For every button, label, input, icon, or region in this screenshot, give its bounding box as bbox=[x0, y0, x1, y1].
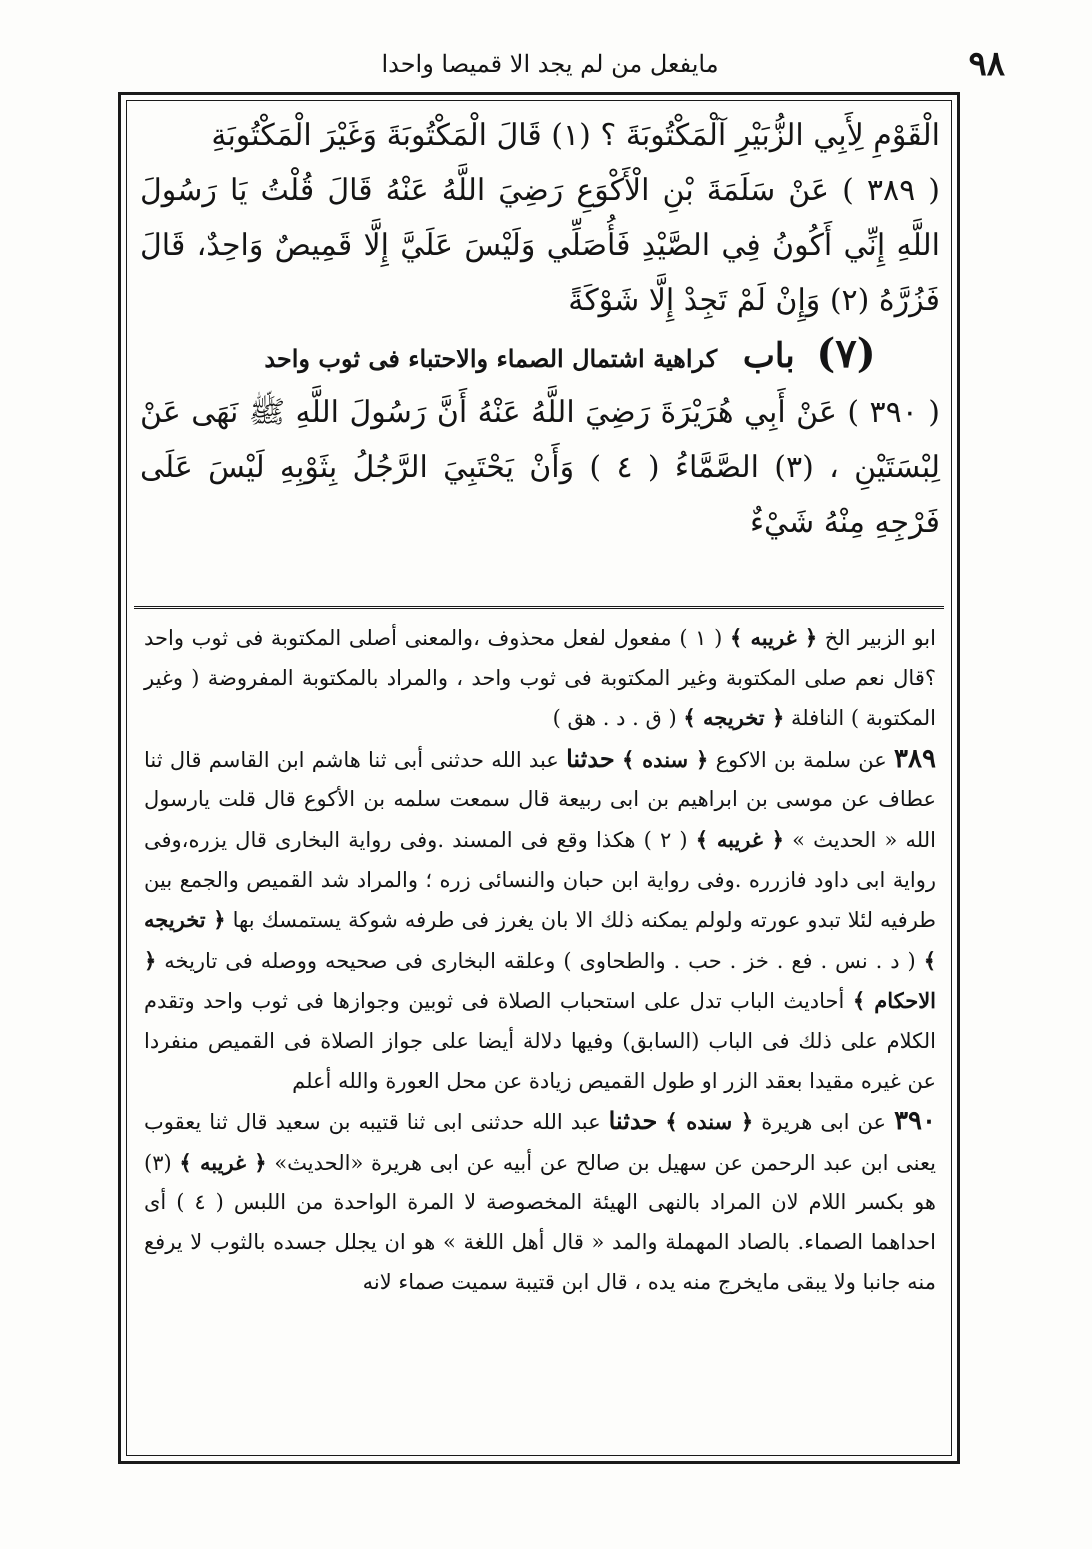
hadith-number-389: ٣٨٩ bbox=[894, 743, 936, 774]
gharib-mark: ﴿ غريبه ﴾ bbox=[695, 826, 784, 852]
chapter-number: (٧) bbox=[816, 330, 876, 377]
commentary-text: (٣) هو بكسر اللام لان المراد بالنهى الهيئة المخصوصة لا المرة الواحدة من اللبس ( ٤ ) أى احداهما الصماء. بالصاد المهملة والمد « قال أهل اللغة » هو ان يجلل جسده بالثوب لا يرفع منه جانبا ولا يبقى مايخرج منه يده ، قال ابن قتيبة سميت صماء لانه bbox=[144, 1150, 936, 1294]
commentary-text: عبد الله حدثنى أبى ثنا هاشم ابن القاسم قال ثنا عطاف عن موسى بن ابراهيم بن ابى ربيعة قال سمعت سلمه بن الأكوع قال قلت يارسول الله « الحديث » bbox=[144, 747, 936, 852]
matn-section bbox=[140, 108, 940, 608]
page-header bbox=[150, 42, 1005, 92]
chapter-title: كراهية اشتمال الصماء والاحتباء فى ثوب واحد bbox=[264, 344, 718, 373]
hadith-number-390: ٣٩٠ bbox=[894, 1106, 936, 1137]
commentary-paragraph-3 bbox=[144, 1101, 936, 1302]
matn-continuation: الْقَوْمِ لِأَبِي الزُّبَيْرِ آلْمَكْتُوبَةَ ؟ (١) قَالَ الْمَكْتُوبَةَ وَغَيْرَ الْمَكْتُوبَةِ bbox=[211, 118, 940, 153]
haddathana-word: حدثنا bbox=[608, 1106, 658, 1136]
haddathana-word: حدثنا bbox=[566, 743, 615, 773]
sanad-mark: ﴿ سنده ﴾ bbox=[665, 1109, 754, 1135]
commentary-lead: ابو الزبير الخ bbox=[824, 626, 936, 650]
takhrij-ref: ( د . نس . فع . خز . حب . والطحاوى ) وعلقه البخارى فى صحيحه ووصله فى تاريخه bbox=[164, 948, 916, 973]
chapter-word: باب bbox=[742, 336, 795, 376]
commentary-text: عن سلمة بن الاكوع bbox=[715, 747, 887, 772]
commentary-paragraph-1 bbox=[144, 618, 936, 739]
hadith-389: ( ٣٨٩ ) عَنْ سَلَمَةَ بْنِ الْأَكْوَعِ رَضِيَ اللَّهُ عَنْهُ قَالَ قُلْتُ يَا رَسُولَ اللَّهِ إِنِّي أَكُونُ فِي الصَّيْدِ فَأُصَلِّي وَلَيْسَ عَلَيَّ إِلَّا قَمِيصٌ وَاحِدٌ، قَالَ فَزُرَّهُ (٢) وَإِنْ لَمْ تَجِدْ إِلَّا شَوْكَةً bbox=[140, 173, 940, 318]
gharib-mark: ﴿ غريبه ﴾ bbox=[729, 625, 818, 650]
commentary-text: ( ٢ ) هكذا وقع فى المسند .وفى رواية البخارى قال يزره،وفى رواية ابى داود فازرره .وفى رواية ابن حبان والنسائى زره ؛ والمراد شد القميص والجمع بين طرفيه لئلا تبدو عورته ولولم يمكنه ذلك الا بان يغرز فى طرفه شوكة يستمسك بها bbox=[144, 827, 936, 933]
commentary-text: ( ١ ) مفعول لفعل محذوف ،والمعنى أصلى المكتوبة فى ثوب واحد ؟قال نعم صلى المكتوبة وغير المكتوبة فى ثوب واحد ، والمراد بالمكتوبة المفروضة ( وغير المكتوبة ) النافلة bbox=[144, 626, 936, 731]
commentary-text: عن ابى هريرة bbox=[761, 1110, 887, 1135]
takhrij-mark: ﴿ تخريجه ﴾ bbox=[144, 907, 936, 973]
ahkam-mark: ﴿ الاحكام ﴾ bbox=[144, 947, 937, 1014]
hadith-390: ( ٣٩٠ ) عَنْ أَبِي هُرَيْرَةَ رَضِيَ اللَّهُ عَنْهُ أَنَّ رَسُولَ اللَّهِ ﷺ نَهَى عَنْ لِبْسَتَيْنِ ، (٣) الصَّمَّاءُ ( ٤ ) وَأَنْ يَحْتَبِيَ الرَّجُلُ بِثَوْبِهِ لَيْسَ عَلَى فَرْجِهِ مِنْهُ شَيْءٌ bbox=[140, 395, 941, 540]
gharib-mark: ﴿ غريبه ﴾ bbox=[179, 1149, 267, 1175]
commentary-text: أحاديث الباب تدل على استحباب الصلاة فى ثوبين وجوازها فى ثوب واحد وتقدم الكلام على ذلك فى الباب (السابق) وفيها دلالة أيضا على جواز الصلاة فى القميص منفردا عن غيره مقيدا بعقد الزر او طول القميص زيادة عن محل العورة والله أعلم bbox=[144, 989, 936, 1093]
takhrij-mark: ﴿ تخريجه ﴾ bbox=[683, 705, 785, 731]
commentary-section bbox=[144, 618, 936, 1450]
chapter-heading bbox=[140, 328, 940, 385]
commentary-text: عبد الله حدثنى ابى ثنا قتيبه بن سعيد قال ثنا يعقوب يعنى ابن عبد الرحمن عن سهيل بن صالح عن أبيه عن ابى هريرة «الحديث» bbox=[144, 1110, 936, 1175]
section-divider bbox=[134, 606, 944, 609]
sanad-mark: ﴿ سنده ﴾ bbox=[621, 746, 709, 772]
commentary-paragraph-2 bbox=[144, 739, 936, 1101]
takhrij-ref: ( ق . د . هق ) bbox=[552, 706, 677, 731]
page-number: ٩٨ bbox=[968, 44, 1005, 84]
running-title: مايفعل من لم يجد الا قميصا واحدا bbox=[381, 50, 719, 78]
